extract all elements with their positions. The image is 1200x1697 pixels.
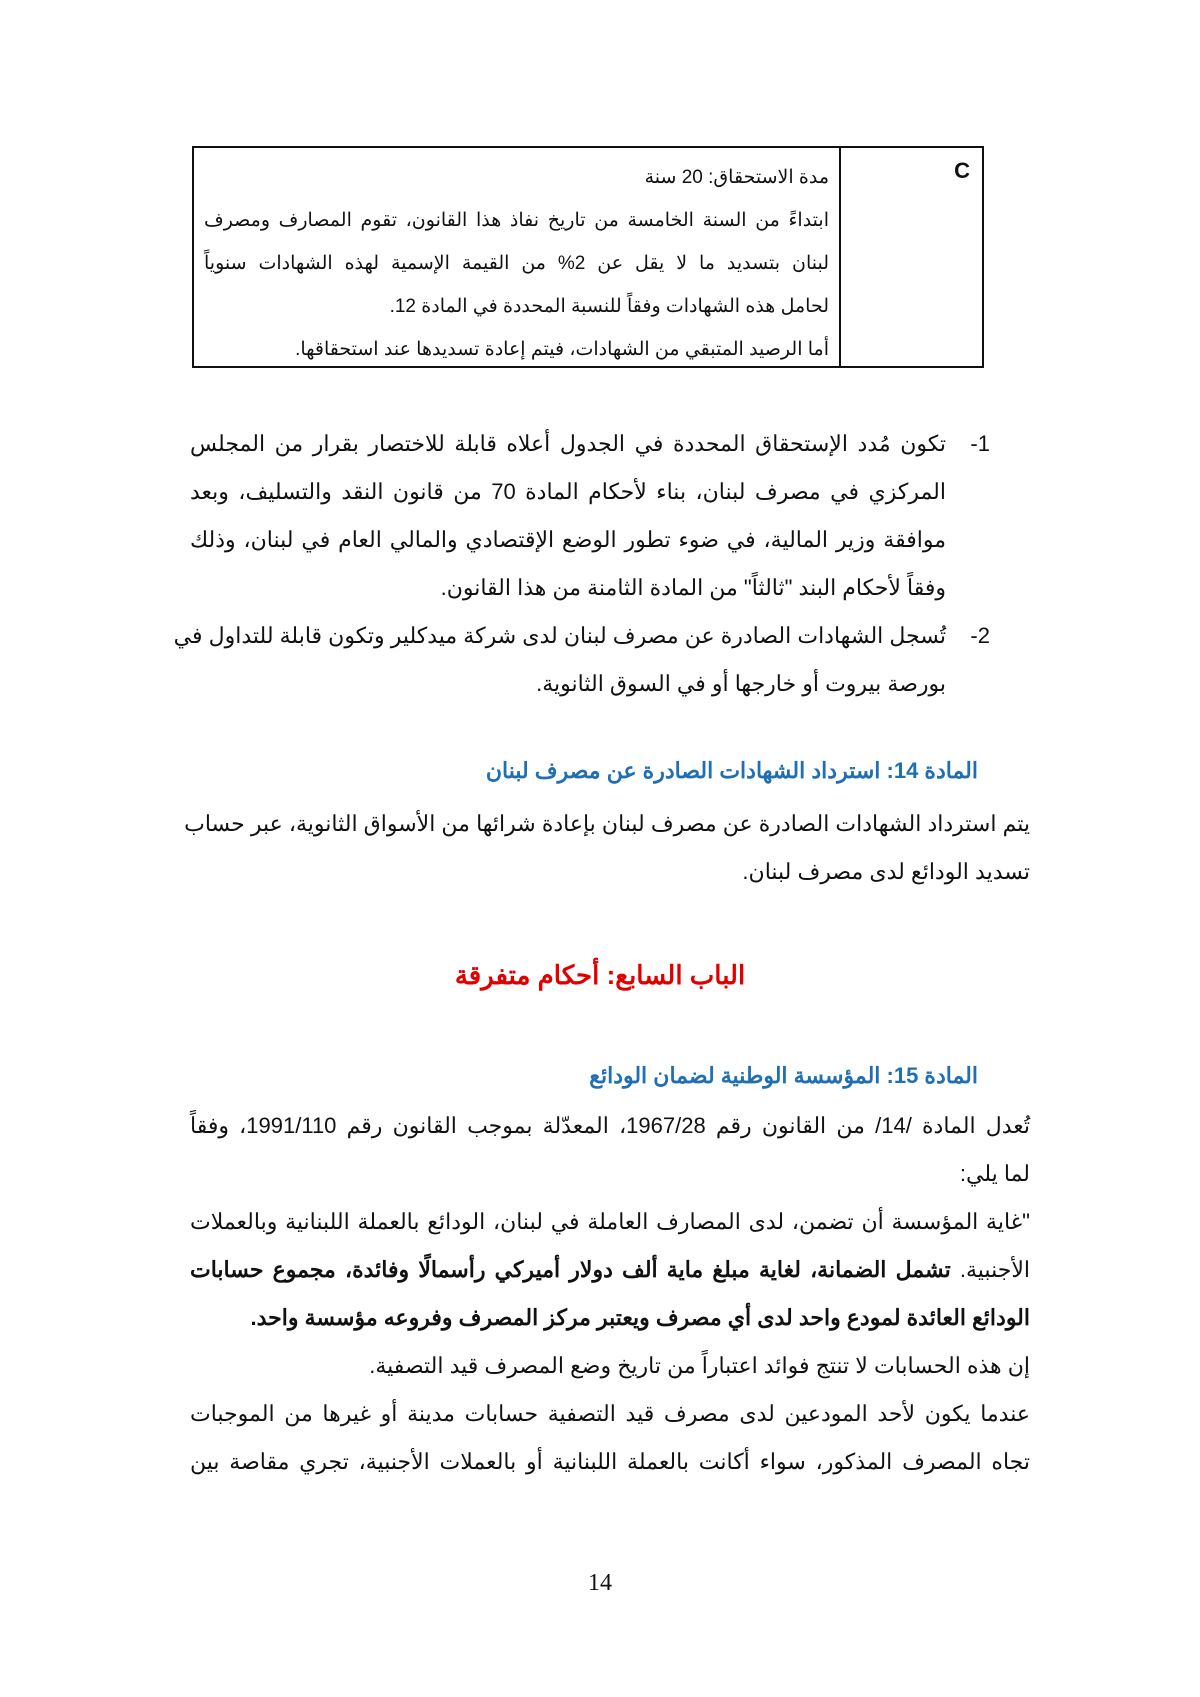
list-item-number: 1- — [970, 431, 990, 456]
list-item-line: وفقاً لأحكام البند "ثالثاً" من المادة الثامنة من هذا القانون. — [440, 575, 946, 600]
article-15-line: إن هذه الحسابات لا تنتج فوائد اعتباراً من تاريخ وضع المصرف قيد التصفية. — [369, 1353, 1030, 1378]
page-number: 14 — [588, 1570, 612, 1596]
article-15-heading: المادة 15: المؤسسة الوطنية لضمان الودائع — [589, 1063, 978, 1088]
article-15-bold-text: تشمل الضمانة، لغاية مبلغ ماية ألف دولار أميركي رأسمالًا وفائدة، مجموع حسابات — [190, 1257, 951, 1282]
table-line: مدة الاستحقاق: 20 سنة — [644, 167, 829, 188]
list-item-line: موافقة وزير المالية، في ضوء تطور الوضع الإقتصادي والمالي العام في لبنان، وذلك — [190, 527, 946, 552]
table-value-cell — [194, 148, 839, 366]
article-14-body — [184, 800, 1030, 896]
chapter-title: الباب السابع: أحكام متفرقة — [454, 960, 746, 990]
list-item — [190, 420, 990, 612]
article-14-heading: المادة 14: استرداد الشهادات الصادرة عن مصرف لبنان — [485, 758, 978, 783]
list-item-number: 2- — [970, 623, 990, 648]
table-key-label: C — [954, 158, 970, 183]
article-15-line: "غاية المؤسسة أن تضمن، لدى المصارف العاملة في لبنان، الودائع بالعملة اللبنانية وبالعملات — [190, 1209, 1030, 1234]
article-15-text: الأجنبية. — [959, 1257, 1030, 1282]
article-15-bold-line: الودائع العائدة لمودع واحد لدى أي مصرف ويعتبر مركز المصرف وفروعه مؤسسة واحد. — [250, 1305, 1030, 1330]
article-15-body — [190, 1102, 1030, 1486]
table-line: لبنان بتسديد ما لا يقل عن 2% من القيمة الإسمية لهذه الشهادات سنوياً — [204, 253, 829, 274]
numbered-list — [173, 420, 990, 708]
article-15-line: تجاه المصرف المذكور، سواء أكانت بالعملة اللبنانية أو بالعملات الأجنبية، تجري مقاصة بين — [190, 1449, 1030, 1474]
article-15-line: تُعدل المادة /14/ من القانون رقم 1967/28، المعدّلة بموجب القانون رقم 1991/110، وفقاً — [190, 1113, 1031, 1138]
list-item-line: بورصة بيروت أو خارجها أو في السوق الثانوية. — [536, 671, 946, 696]
table-key-cell — [839, 148, 982, 366]
table-line: لحامل هذه الشهادات وفقاً للنسبة المحددة في المادة 12. — [389, 296, 829, 317]
list-item-line: تكون مُدد الإستحقاق المحددة في الجدول أعلاه قابلة للاختصار بقرار من المجلس — [190, 431, 946, 456]
article-15-line: لما يلي: — [959, 1161, 1030, 1186]
article-15-line: عندما يكون لأحد المودعين لدى مصرف قيد التصفية حسابات مدينة أو غيرها من الموجبات — [190, 1401, 1030, 1426]
list-item-line: المركزي في مصرف لبنان، بناء لأحكام المادة 70 من قانون النقد والتسليف، وبعد — [190, 479, 946, 504]
list-item-line: تُسجل الشهادات الصادرة عن مصرف لبنان لدى شركة ميدكلير وتكون قابلة للتداول في — [173, 623, 946, 648]
list-item — [173, 612, 990, 708]
article-14-line: تسديد الودائع لدى مصرف لبنان. — [742, 859, 1030, 884]
table-line: ابتداءً من السنة الخامسة من تاريخ نفاذ هذا القانون، تقوم المصارف ومصرف — [204, 210, 829, 231]
table-line: أما الرصيد المتبقي من الشهادات، فيتم إعادة تسديدها عند استحقاقها. — [295, 339, 829, 360]
maturity-table — [192, 146, 984, 368]
article-15-line — [190, 1246, 1030, 1294]
article-14-line: يتم استرداد الشهادات الصادرة عن مصرف لبنان بإعادة شرائها من الأسواق الثانوية، عبر حساب — [184, 811, 1030, 836]
